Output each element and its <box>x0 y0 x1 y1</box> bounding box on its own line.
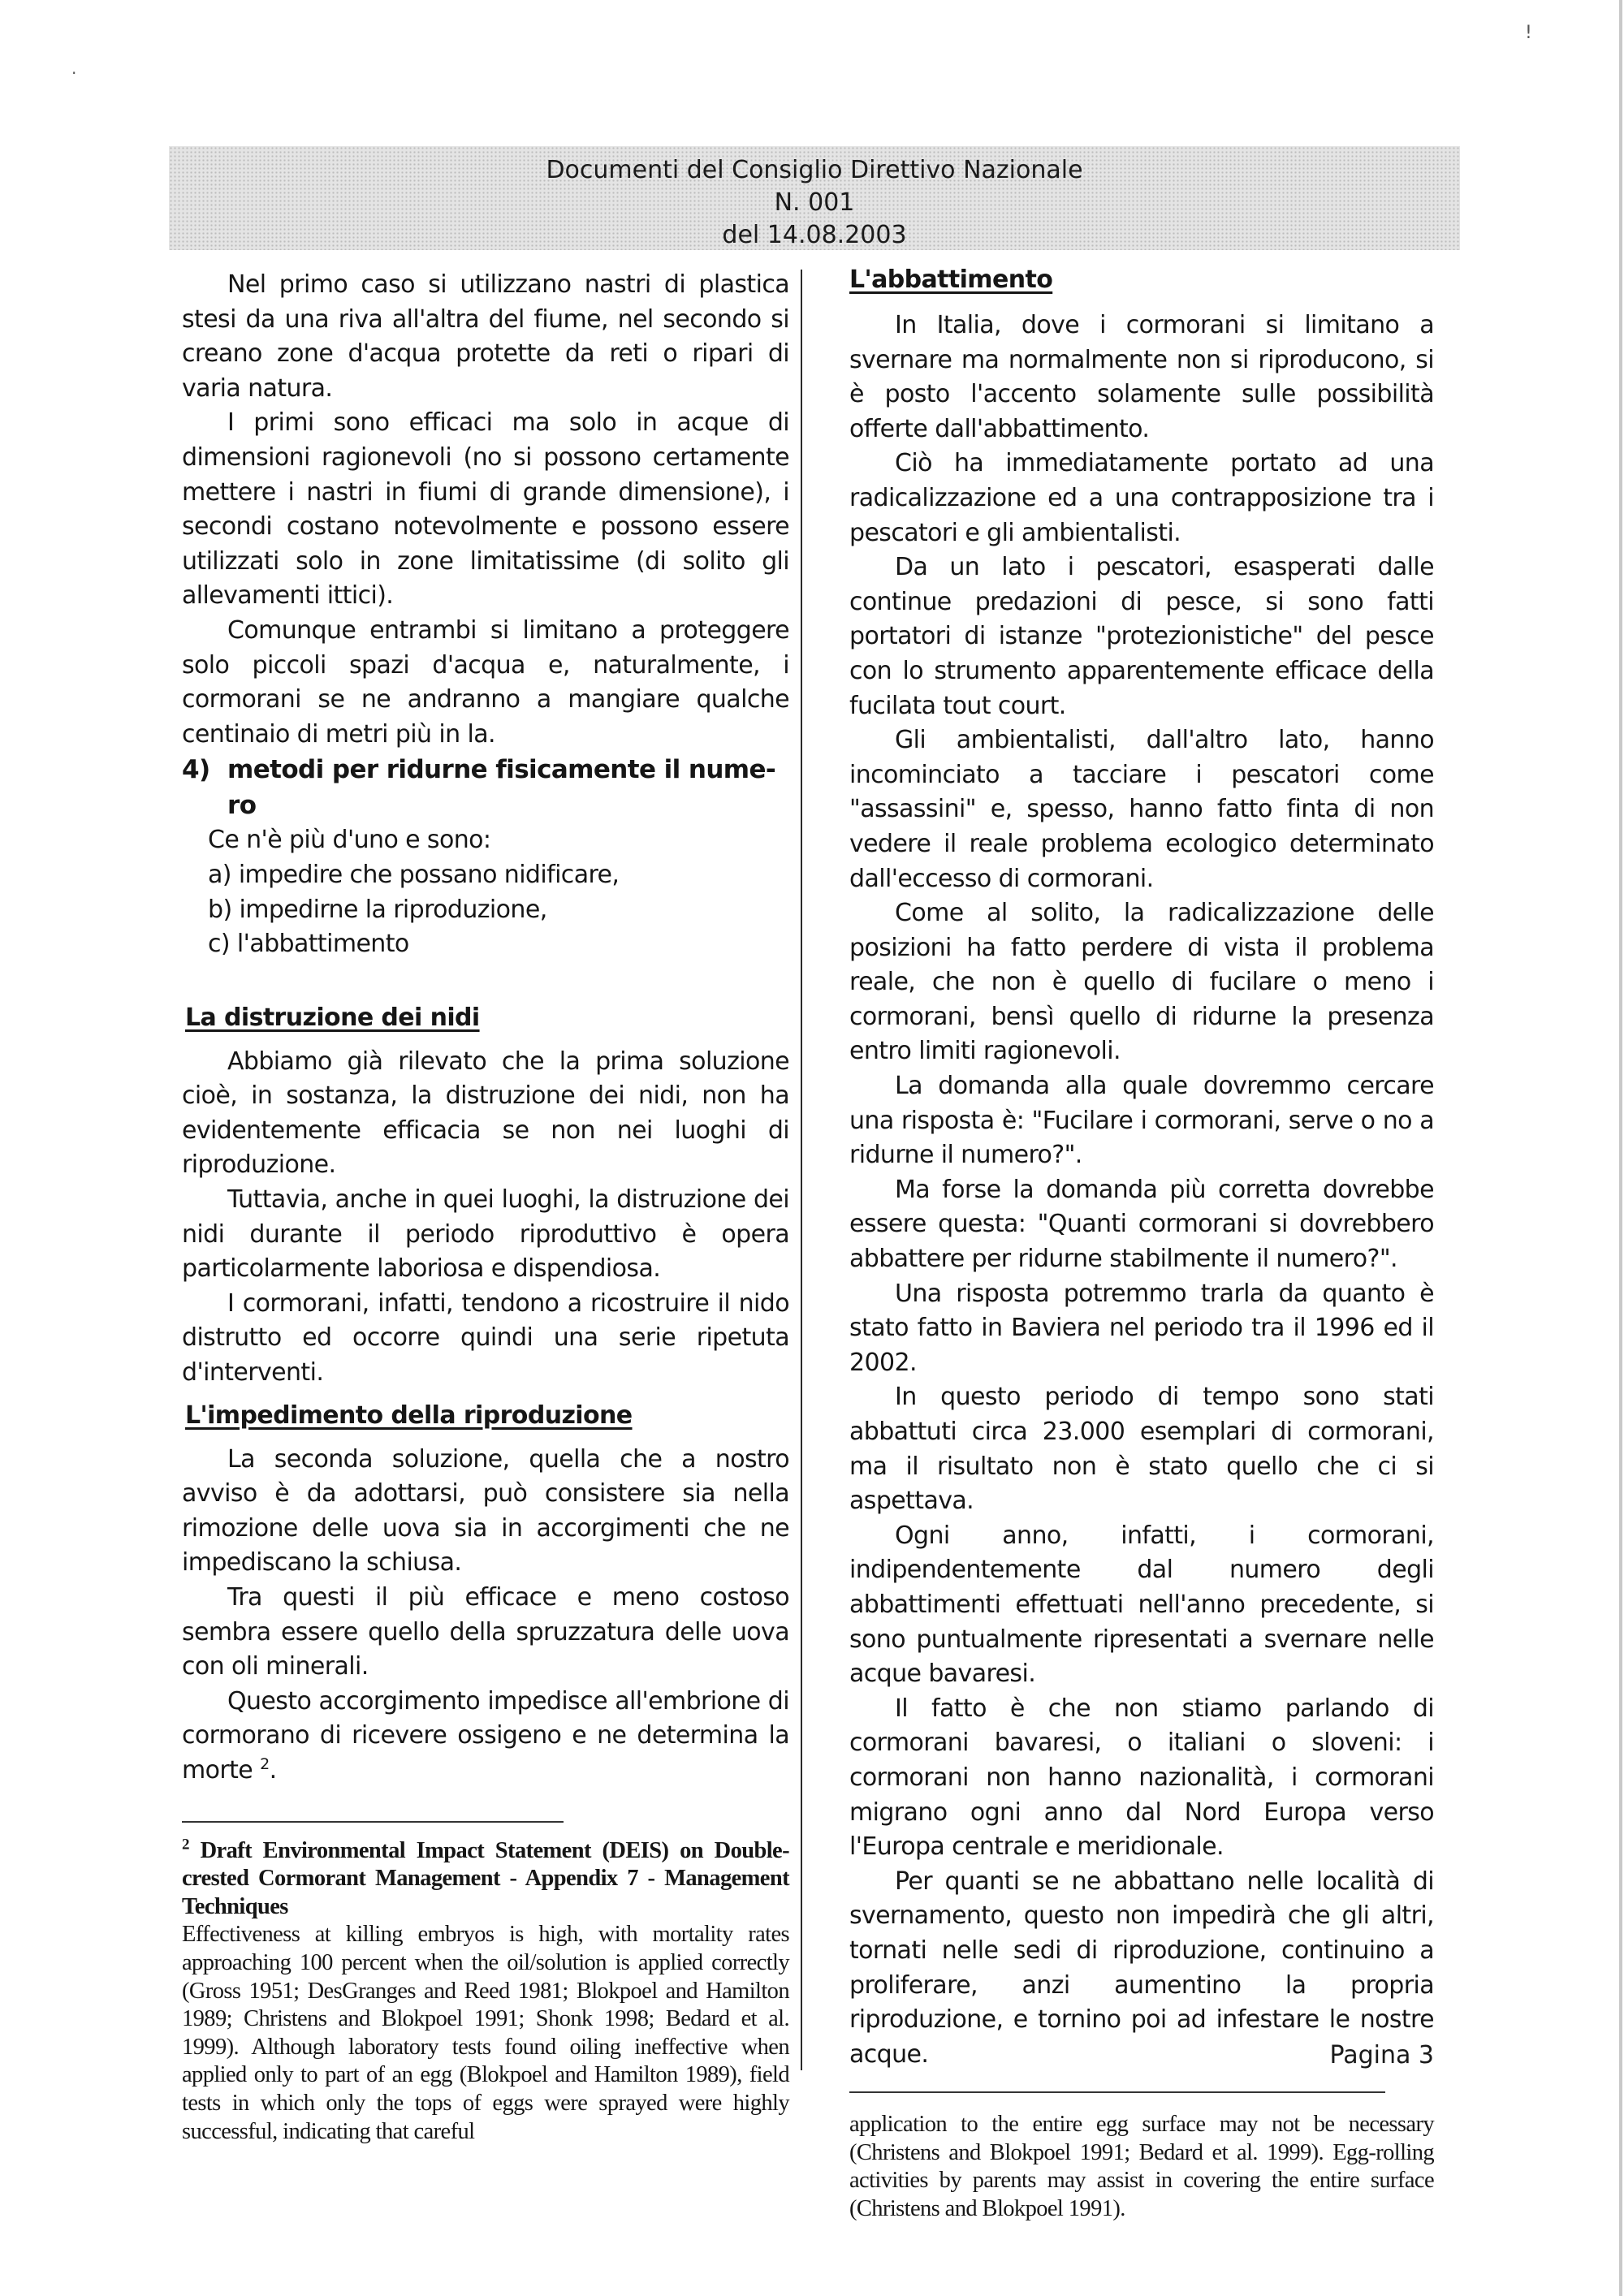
paragraph: Ogni anno, infatti, i cormorani, indipendentemente dal numero degli abbattimenti effettuati nell'anno precedente, si sono puntualmente ripresentati a svernare nelle acque bavaresi. <box>849 1521 1434 1689</box>
footnote-rule <box>182 1821 564 1823</box>
scan-speck: · <box>71 63 77 83</box>
paragraph: Ciò ha immediatamente portato ad una radicalizzazione ed a una contrapposizione tra i pescatori e gli ambientalisti. <box>849 449 1434 547</box>
paragraph: Come al solito, la radicalizzazione delle posizioni ha fatto perdere di vista il problema reale, che non è quello di fucilare o meno i cormorani, bensì quello di ridurne la presenza entro limiti ragionevoli. <box>849 899 1434 1066</box>
paragraph: I cormorani, infatti, tendono a ricostruire il nido distrutto ed occorre quindi una serie ripetuta d'interventi. <box>182 1288 789 1388</box>
paragraph-text: Questo accorgimento impedisce all'embrione di cormorano di ricevere ossigeno e ne determina la morte <box>182 1686 789 1785</box>
paragraph: Gli ambientalisti, dall'altro lato, hanno incominciato a tacciare i pescatori come "assassini" e, spesso, hanno fatto finta di non vedere il reale problema ecologico determinato dall'eccesso di cormorani. <box>849 726 1434 893</box>
paragraph: Una risposta potremmo trarla da quanto è stato fatto in Baviera nel periodo tra il 1996 ed il 2002. <box>849 1279 1434 1377</box>
footnote-number: 2 <box>182 1836 189 1854</box>
column-divider <box>801 270 802 2070</box>
paragraph: In questo periodo di tempo sono stati abbattuti circa 23.000 esemplari di cormorani, ma il risultato non è stato quello che ci si aspettava. <box>849 1383 1434 1516</box>
document-header <box>169 146 1460 250</box>
subsection-heading: L'impedimento della riproduzione <box>185 1400 633 1430</box>
footnote-continuation: application to the entire egg surface may not be necessary (Christens and Blokpoel 1991; Bedard et al. 1999). Egg-rolling activities by parents may assist in covering the entire surface (Christens and Blokpoel 1991). <box>849 2112 1434 2222</box>
section-heading <box>182 752 789 823</box>
paragraph <box>182 1685 789 1789</box>
list-item: a) impedire che possano nidificare, <box>208 860 620 889</box>
list-intro: Ce n'è più d'uno e sono: <box>208 826 491 855</box>
section-title: metodi per ridurne fisicamente il nume- <box>227 755 776 785</box>
footnote-title <box>182 1837 789 1922</box>
header-title: Documenti del Consiglio Direttivo Nazionale <box>546 156 1083 184</box>
footnote-ref: 2 <box>260 1754 270 1773</box>
paragraph: Tra questi il più efficace e meno costoso sembra essere quello della spruzzatura delle uova con oli minerali. <box>182 1583 789 1681</box>
right-column <box>849 266 1434 2224</box>
paragraph: La domanda alla quale dovremmo cercare una risposta è: "Fucilare i cormorani, serve o no a ridurne il numero?". <box>849 1072 1434 1170</box>
paragraph: Per quanti se ne abbattano nelle località di svernamento, questo non impedirà che gli altri, tornati nelle sedi di riproduzione, continuino a proliferare, anzi aumentino la propria riproduzione, e tornino poi ad infestare le nostre acque. <box>849 1867 1434 2069</box>
paragraph: Da un lato i pescatori, esasperati dalle continue predazioni di pesce, si sono fatti portatori di istanze "protezionistiche" del pesce con lo strumento apparentemente efficace della fucilata tout court. <box>849 553 1434 720</box>
header-date: del 14.08.2003 <box>722 221 907 249</box>
paragraph: Comunque entrambi si limitano a proteggere solo piccoli spazi d'acqua e, naturalmente, i cormorani se ne andranno a mangiare qualche centinaio di metri più in la. <box>182 615 789 749</box>
subsection-heading: La distruzione dei nidi <box>185 1003 480 1032</box>
left-column <box>182 266 789 2146</box>
paragraph: La seconda soluzione, quella che a nostro avviso è da adottarsi, può consistere sia nella rimozione delle uova sia in accorgimenti che ne impediscano la schiusa. <box>182 1444 789 1577</box>
paragraph: Nel primo caso si utilizzano nastri di plastica stesi da una riva all'altra del fiume, nel secondo si creano zone d'acqua protette da reti o ripari di varia natura. <box>182 270 789 403</box>
paragraph: I primi sono efficaci ma solo in acque di dimensioni ragionevoli (no si possono certamente mettere i nastri in fiumi di grande dimensione), i secondi costano notevolmente e possono essere utilizzati solo in zone limitatissime (di solito gli allevamenti ittici). <box>182 408 789 611</box>
list-item: c) l'abbattimento <box>208 930 409 959</box>
paragraph: Tuttavia, anche in quei luoghi, la distruzione dei nidi durante il periodo riproduttivo è opera particolarmente laboriosa e dispendiosa. <box>182 1185 789 1284</box>
footnote-title-text: Draft Environmental Impact Statement (DEIS) on Double-crested Cormorant Management - Appendix 7 - Management Techniques <box>182 1837 790 1919</box>
section-number: 4) <box>182 755 210 785</box>
header-number: N. 001 <box>774 188 855 217</box>
paragraph: Abbiamo già rilevato che la prima soluzione cioè, in sostanza, la distruzione dei nidi, non ha evidentemente efficacia se non nei luoghi di riproduzione. <box>182 1047 789 1180</box>
footnote-text: Effectiveness at killing embryos is high, with mortality rates approaching 100 percent when the oil/solution is applied correctly (Gross 1951; DesGranges and Reed 1981; Blokpoel and Hamilton 1989; Christens and Blokpoel 1991; Shonk 1998; Bedard et al. 1999). Although laboratory tests found oiling ineffective when applied only to part of an egg (Blokpoel and Hamilton 1989), field tests in which only the tops of eggs were sprayed were highly successful, indicating that careful <box>182 1922 789 2144</box>
scan-edge <box>1619 0 1622 2296</box>
paragraph-end: . <box>269 1755 277 1785</box>
footnote-rule <box>849 2091 1385 2093</box>
paragraph: Il fatto è che non stiamo parlando di cormorani bavaresi, o italiani o sloveni: i cormorani non hanno nazionalità, i cormorani migrano ogni anno dal Nord Europa verso l'Europa centrale e meridionale. <box>849 1694 1434 1862</box>
section-title-cont: ro <box>227 791 257 821</box>
paragraph: In Italia, dove i cormorani si limitano a svernare ma normalmente non si riproducono, si è posto l'accento solamente sulle possibilità offerte dall'abbattimento. <box>849 311 1434 443</box>
paragraph: Ma forse la domanda più corretta dovrebbe essere questa: "Quanti cormorani si dovrebbero abbattere per ridurne stabilmente il numero?". <box>849 1175 1434 1274</box>
list-item: b) impedirne la riproduzione, <box>208 895 547 924</box>
subsection-heading: L'abbattimento <box>849 265 1053 294</box>
page-number: Pagina 3 <box>1329 2041 1434 2069</box>
scan-mark: ! <box>1525 23 1532 43</box>
